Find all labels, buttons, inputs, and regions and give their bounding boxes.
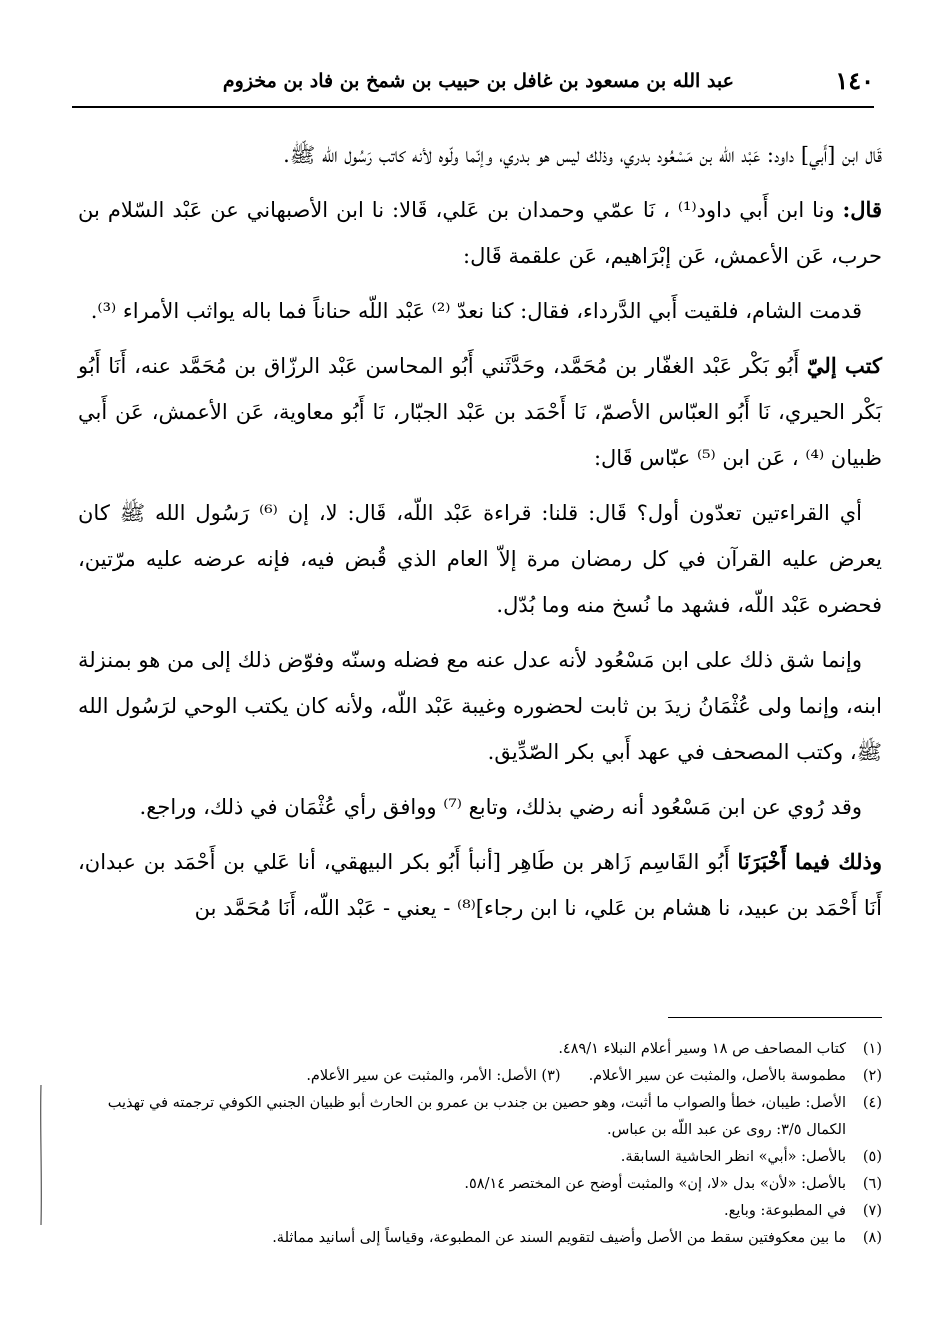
- paragraph: وذلك فيما أَخْبَرَنَا أَبُو القَاسِم زَاهر بن طَاهِر [أنبأ أَبُو بكر البيهقي، أنا عَلي بن أَحْمَد بن عبدان، أَنَا أَحْمَد بن عبيد، نا هشام بن عَلي، نا ابن رجاء]⁽⁸⁾ - يعني - عَبْد اللّه، أَنَا مُحَمَّد بن: [78, 849, 882, 920]
- paragraph: قَال ابن [أَبي] داود: عَبْد اللّه بن مَسْعُود بدري، وذلك ليس هو بدري، وإنّما ولّوه لأنه كاتب رَسُول الله ﷺ.: [283, 143, 882, 167]
- footnote: (٢) مطموسة بالأصل، والمثبت عن سير الأعلام.(٣) الأصل: الأمر، والمثبت عن سير الأعلام.: [306, 1068, 882, 1084]
- footnote: (٨) ما بين معكوفتين سقط من الأصل وأضيف لتقويم السند عن المطبوعة، وقياساً إلى أسانيد مماثلة.: [272, 1230, 882, 1246]
- footnote-separator: [668, 1017, 882, 1018]
- footnote: (٦) بالأصل: «لأن» بدل «لا، إن» والمثبت أوضح عن المختصر ٥٨/١٤.: [464, 1176, 882, 1192]
- main-text: [78, 132, 882, 940]
- running-title: عبد الله بن مسعود بن غافل بن حبيب بن شمخ بن فاد بن مخزوم: [222, 70, 734, 92]
- footnote: (١) كتاب المصاحف ص ١٨ وسير أعلام النبلاء ٤٨٩/١.: [558, 1041, 882, 1057]
- footnote: (٤) الأصل: طيبان، خطأ والصواب ما أثبت، وهو حصين بن جندب بن عمرو بن الحارث أبو ظبيان الجنبي الكوفي ترجمته في تهذيب الكمال ٣/٥: روى عن عبد اللّه بن عباس.: [107, 1095, 882, 1138]
- footnote-inline-text: الأصل: الأمر، والمثبت عن سير الأعلام.: [306, 1068, 537, 1084]
- paragraph: كتب إليّ أَبُو بَكْر عَبْد الغفّار بن مُحَمَّد، وحَدَّثَني أَبُو المحاسن عَبْد الرزّاق بن مُحَمَّد عنه، أَنَا أَبُو بَكْر الحيري، نَا أَبُو العبّاس الأصمّ، نَا أَحْمَد بن عَبْد الجبّار، نَا أَبُو معاوية، عَن الأعمش، عَن أَبي ظبيان ⁽⁴⁾ ، عَن ابن ⁽⁵⁾ عبّاس قَال:: [78, 353, 882, 470]
- footnote: (٧) في المطبوعة: وبايع.: [724, 1203, 882, 1219]
- page-header: [72, 62, 874, 108]
- footnote-inline-number: (٣): [541, 1068, 561, 1084]
- page-number: ١٤٠: [835, 66, 874, 95]
- paragraph: أي القراءتين تعدّون أول؟ قَال: قلنا: قراءة عَبْد اللّه، قَال: لا، إن ⁽⁶⁾ رَسُول الله ﷺ كان يعرض عليه القرآن في كل رمضان مرة إلاّ العام الذي قُبض فيه، فإنه عرضه عليه مرّتين، فحضره عَبْد اللّه، فشهد ما نُسخ منه وما بُدّل.: [78, 501, 882, 617]
- scan-margin-mark: [40, 1085, 42, 1225]
- paragraph: وإنما شق ذلك على ابن مَسْعُود لأنه عدل عنه مع فضله وسنّه وفوّض ذلك إلى من هو بمنزلة ابنه، وإنما ولى عُثْمَانُ زيدَ بن ثابت لحضوره وغيبة عَبْد اللّه، ولأنه كان يكتب الوحي لرَسُول الله ﷺ، وكتب المصحف في عهد أَبي بكر الصّدِّيق.: [78, 648, 882, 764]
- footnote: (٥) بالأصل: «أبي» انظر الحاشية السابقة.: [620, 1149, 882, 1165]
- footnotes: [78, 1036, 882, 1252]
- paragraph: قال: ونا ابن أَبي داود⁽¹⁾ ، نَا عمّي وحمدان بن عَلي، قَالا: نا ابن الأصبهاني عن عَبْد السّلام بن حرب، عَن الأعمش، عَن إبْرَاهيم، عَن علقمة قَال:: [78, 197, 882, 268]
- paragraph: وقد رُوي عن ابن مَسْعُود أنه رضي بذلك، وتابع ⁽⁷⁾ ووافق رأي عُثْمَان في ذلك، وراجع.: [139, 795, 862, 819]
- paragraph: قدمت الشام، فلقيت أَبي الدَّرداء، فقال: كنا نعدّ ⁽²⁾ عَبْد اللّه حناناً فما باله يواثب الأمراء ⁽³⁾.: [90, 299, 862, 323]
